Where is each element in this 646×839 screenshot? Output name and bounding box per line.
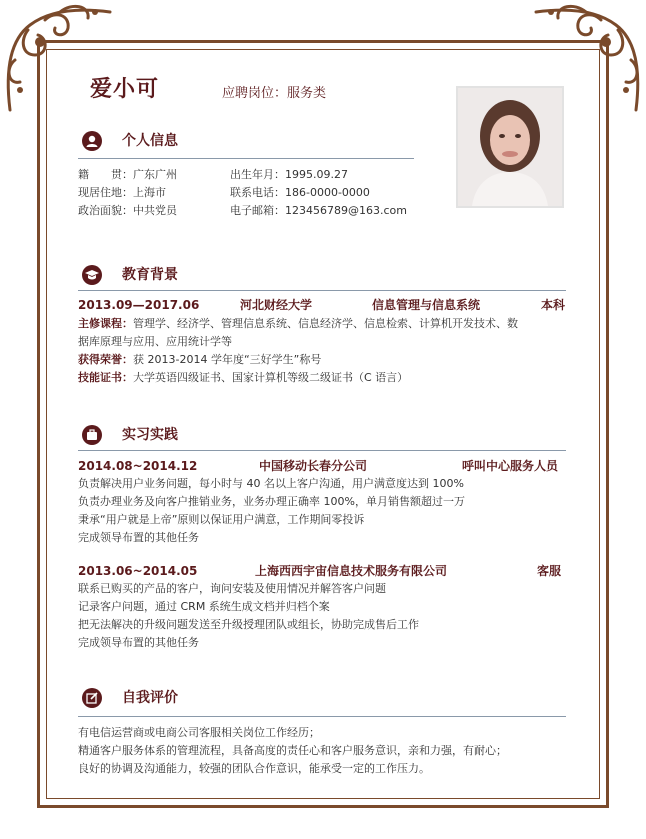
info-hometown-label: 籍 贯： <box>78 168 133 181</box>
info-email <box>230 202 407 220</box>
info-phone <box>230 184 370 202</box>
edu-school: 河北财经大学 <box>240 298 313 312</box>
section-practice-label: 实习实践 <box>122 427 178 443</box>
portrait-photo <box>456 86 564 208</box>
user-icon <box>82 131 102 151</box>
self-line-3: 良好的协调及沟通能力，较强的团队合作意识，能承受一定的工作压力。 <box>78 762 430 775</box>
edu-period: 2013.09—2017.06 <box>78 298 200 312</box>
job1-line-2: 负责办理业务及向客户推销业务，业务办理正确率 100%，单月销售额超过一万 <box>78 495 465 508</box>
job2-company: 上海西西宇宙信息技术服务有限公司 <box>255 564 448 578</box>
section-education-label: 教育背景 <box>122 267 178 283</box>
section-education-rule <box>78 290 566 291</box>
info-phone-label: 联系电话： <box>230 186 285 199</box>
graduation-cap-icon <box>82 265 102 285</box>
edu-cert-value: 大学英语四级证书、国家计算机等级二级证书（C 语言） <box>133 371 409 384</box>
info-political <box>78 202 177 220</box>
job1-company: 中国移动长春分公司 <box>259 459 368 473</box>
info-residence <box>78 184 166 202</box>
edu-degree: 本科 <box>541 298 566 312</box>
edit-icon <box>82 688 102 708</box>
edu-honor-value: 获 2013-2014 学年度“三好学生”称号 <box>133 353 322 366</box>
edu-courses-line2: 据库原理与应用、应用统计学等 <box>78 335 232 348</box>
job1-line-1: 负责解决用户业务问题，每小时与 40 名以上客户沟通，用户满意度达到 100% <box>78 477 464 490</box>
info-political-label: 政治面貌： <box>78 204 133 217</box>
info-hometown-value: 广东广州 <box>133 168 177 181</box>
edu-cert-label: 技能证书： <box>78 371 133 384</box>
section-personal-label: 个人信息 <box>122 133 178 149</box>
info-birth-value: 1995.09.27 <box>285 168 348 181</box>
job1-period: 2014.08~2014.12 <box>78 459 198 473</box>
candidate-name: 爱小可 <box>90 77 160 102</box>
edu-major: 信息管理与信息系统 <box>372 298 481 312</box>
applied-position <box>222 82 326 101</box>
self-line-2: 精通客户服务体系的管理流程，具备高度的责任心和客户服务意识，亲和力强，有耐心； <box>78 744 507 757</box>
job1-line-3: 秉承“用户就是上帝”原则以保证用户满意，工作期间零投诉 <box>78 513 365 526</box>
applied-position-value: 服务类 <box>287 86 327 101</box>
job2-line-3: 把无法解决的升级问题发送至升级授理团队或组长，协助完成售后工作 <box>78 618 419 631</box>
edu-honor <box>78 351 321 369</box>
info-residence-label: 现居住地： <box>78 186 133 199</box>
job2-line-2: 记录客户问题，通过 CRM 系统生成文档并归档个案 <box>78 600 330 613</box>
edu-cert <box>78 369 408 387</box>
briefcase-icon <box>82 425 102 445</box>
job2-line-1: 联系已购买的产品的客户，询问安装及使用情况并解答客户问题 <box>78 582 386 595</box>
info-birth <box>230 166 348 184</box>
job2-line-4: 完成领导布置的其他任务 <box>78 636 199 649</box>
self-line-1: 有电信运营商或电商公司客服相关岗位工作经历； <box>78 726 320 739</box>
job1-role: 呼叫中心服务人员 <box>462 459 559 473</box>
section-personal-rule <box>78 158 414 159</box>
section-self-rule <box>78 716 566 717</box>
info-political-value: 中共党员 <box>133 204 177 217</box>
section-practice-rule <box>78 450 566 451</box>
info-email-value: 123456789@163.com <box>285 204 407 217</box>
edu-courses-label: 主修课程： <box>78 317 133 330</box>
info-phone-value: 186-0000-0000 <box>285 186 370 199</box>
section-self-label: 自我评价 <box>122 690 178 706</box>
info-hometown <box>78 166 177 184</box>
applied-position-label: 应聘岗位： <box>222 86 288 101</box>
info-birth-label: 出生年月： <box>230 168 285 181</box>
job2-period: 2013.06~2014.05 <box>78 564 198 578</box>
info-email-label: 电子邮箱： <box>230 204 285 217</box>
job2-role: 客服 <box>537 564 562 578</box>
edu-honor-label: 获得荣誉： <box>78 353 133 366</box>
edu-courses-value: 管理学、经济学、管理信息系统、信息经济学、信息检索、计算机开发技术、数 <box>133 317 518 330</box>
job1-line-4: 完成领导布置的其他任务 <box>78 531 199 544</box>
info-residence-value: 上海市 <box>133 186 166 199</box>
edu-courses-line1 <box>78 315 518 333</box>
